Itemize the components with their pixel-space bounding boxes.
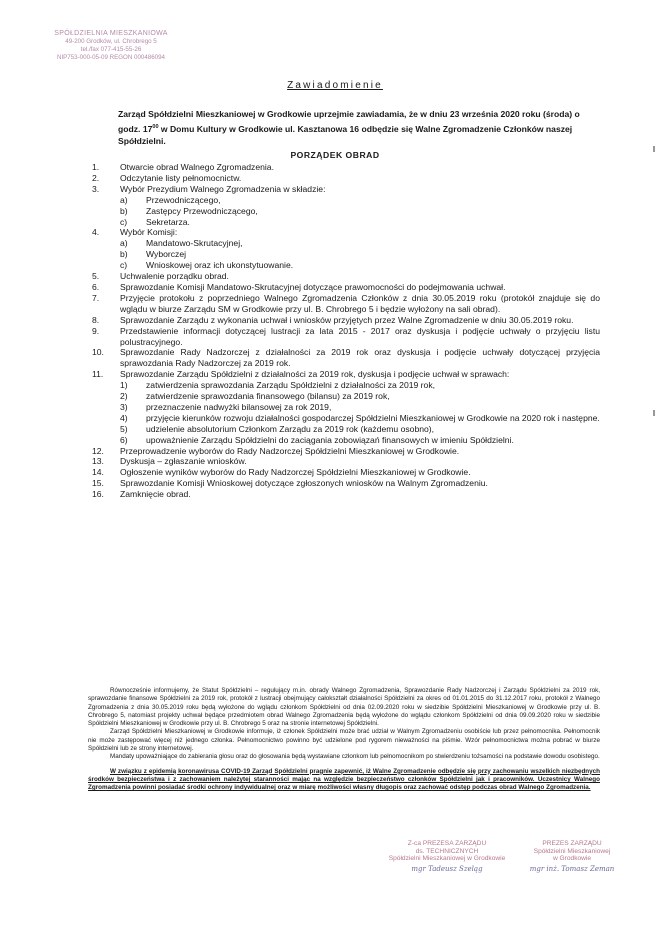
agenda-item-text: Odczytanie listy pełnomocnictw.: [120, 172, 242, 183]
agenda-subitem-marker: 1): [120, 380, 128, 391]
agenda-item-text: Sprawozdanie Zarządu z wykonania uchwał i wniosków przyjętych przez Walne Zgromadzenie w dniu 30.05.2019 roku.: [120, 314, 574, 325]
signature-sub: ds. TECHNICZNYCH: [415, 847, 479, 855]
agenda-subitem: [92, 206, 600, 217]
lead-text-2: w Domu Kultury w Grodkowie ul. Kasztanowa 16 odbędzie się Walne Zgromadzenie Członków naszej Spółdzielni.: [118, 123, 573, 146]
signature-sub: Spółdzielni Mieszkaniowej: [533, 847, 611, 855]
signature-role: Z-ca PREZESA ZARZĄDU: [407, 840, 487, 847]
note-paragraph: Równocześnie informujemy, że Statut Spółdzielni – regulujący m.in. obrady Walnego Zgromadzenia, Sprawozdanie Rady Nadzorczej i Zarządu Spółdzielni za 2019 rok, sprawozdanie finansowe Spółdzielni za 2019 rok, protokół z lustracji obejmujący całokształt działalności Spółdzielni za okres od 01.01.2015 do 31.12.2017 roku, protokół z Walnego Zgromadzenia z dnia 30.05.2019 roku będą wyłożone do wglądu członkom Spółdzielni od dnia 02.09.2020 roku w siedzibie Spółdzielni Mieszkaniowej w Grodkowie przy ul. B. Chrobrego 5, natomiast projekty uchwał będące przedmiotem obrad Walnego Zgromadzenia będą wyłożone do wglądu członkom Spółdzielni od dnia 09.09.2020 roku w siedzibie Spółdzielni Mieszkaniowej w Grodkowie przy ul. B. Chrobrego 5 oraz na stronie internetowej Spółdzielni.: [88, 687, 600, 728]
agenda-title: PORZĄDEK OBRAD: [290, 150, 380, 160]
agenda-item-text: Przyjęcie protokołu z poprzedniego Walnego Zgromadzenia Członków z dnia 30.05.2019 roku (protokół znajduje się do wglądu w biurze Zarządu SM w Grodkowie przy ul. B. Chrobrego 5 i będzie wyłożony na sali obrad).: [120, 292, 600, 314]
agenda-item-text: Mandatowo-Skrutacyjnej,: [146, 238, 243, 249]
agenda-subitem-marker: b): [120, 249, 128, 260]
agenda-subitem-marker: 2): [120, 391, 128, 402]
agenda-item-number: 12.: [92, 445, 104, 456]
agenda-item-number: 2.: [92, 172, 100, 183]
agenda-item: [92, 489, 600, 500]
signature-president: [502, 840, 642, 873]
notes-section: [88, 687, 600, 793]
agenda-item-text: Sprawozdanie Komisji Wnioskowej dotyczące zgłoszonych wniosków na Walnym Zgromadzeniu.: [120, 478, 488, 489]
agenda-item: [92, 347, 600, 369]
agenda-item-text: Zastępcy Przewodniczącego,: [146, 205, 258, 216]
agenda-item: [92, 271, 600, 282]
signature-org: Spółdzielni Mieszkaniowej w Grodkowie: [388, 855, 506, 863]
agenda-item-number: 4.: [92, 227, 100, 238]
agenda-subitem-marker: 5): [120, 423, 128, 434]
agenda-subitem: [92, 402, 600, 413]
agenda-list: [92, 162, 600, 500]
agenda-item-text: Otwarcie obrad Walnego Zgromadzenia.: [120, 162, 274, 172]
agenda-subitem: [92, 217, 600, 228]
agenda-item-number: 7.: [92, 292, 100, 303]
agenda-item-text: przeznaczenie nadwyżki bilansowej za rok 2019,: [146, 401, 332, 412]
agenda-item-text: Wybór Prezydium Walnego Zgromadzenia w składzie:: [120, 183, 326, 194]
agenda-item: [92, 184, 600, 195]
agenda-item-text: Sekretarza.: [146, 216, 190, 227]
scan-mark: [653, 410, 655, 416]
agenda-item-number: 3.: [92, 183, 100, 194]
agenda-subitem-marker: b): [120, 205, 128, 216]
agenda-item-number: 5.: [92, 271, 100, 282]
agenda-item-number: 6.: [92, 281, 100, 292]
agenda-subitem-marker: c): [120, 260, 128, 271]
agenda-item-number: 14.: [92, 467, 104, 478]
agenda-item-text: Wybór Komisji:: [120, 227, 178, 238]
agenda-item-text: udzielenie absolutorium Członkom Zarządu za 2019 rok (każdemu osobno),: [146, 423, 435, 434]
agenda-item: [92, 369, 600, 380]
agenda-item-text: Przeprowadzenie wyborów do Rady Nadzorczej Spółdzielni Mieszkaniowej w Grodkowie.: [120, 445, 460, 456]
agenda-item-number: 15.: [92, 478, 104, 489]
agenda-item-number: 8.: [92, 314, 100, 325]
agenda-item: [92, 162, 600, 173]
agenda-item: [92, 293, 600, 315]
lead-text-1: Zarząd Spółdzielni Mieszkaniowej w Grodkowie uprzejmie zawiadamia, że w dniu 23 września 2020 roku (środa) o godz. 17: [118, 109, 580, 134]
agenda-item-number: 11.: [92, 369, 104, 380]
agenda-subitem: [92, 380, 600, 391]
agenda-item-text: Dyskusja – zgłaszanie wniosków.: [120, 456, 247, 467]
agenda-subitem: [92, 260, 600, 271]
agenda-item-number: 1.: [92, 162, 100, 172]
agenda-item-text: Uchwalenie porządku obrad.: [120, 271, 229, 282]
signature-name: mgr Tadeusz Szeląg: [411, 864, 483, 873]
agenda-subitem: [92, 413, 600, 424]
lead-time-sup: 00: [152, 123, 159, 130]
agenda-subitem-marker: c): [120, 216, 128, 227]
agenda-subitem: [92, 391, 600, 402]
agenda-subitem-marker: a): [120, 238, 128, 249]
agenda-item: [92, 282, 600, 293]
signature-vice-president: [372, 840, 522, 873]
stamp-line: NIP753-000-05-09 REGON 000486094: [56, 54, 165, 61]
agenda-item: [92, 446, 600, 457]
signature-org: w Grodkowie: [552, 855, 592, 863]
agenda-item-number: 16.: [92, 489, 104, 500]
agenda-item-text: przyjęcie kierunków rozwoju działalności gospodarczej Spółdzielni Mieszkaniowej w Grodkowie na 2020 rok i następne.: [146, 412, 600, 423]
agenda-item-text: Sprawozdanie Rady Nadzorczej z działalności za 2019 rok oraz dyskusja i podjęcie uchwały dotyczącej przyjęcia sprawozdania Rady Nadzorczej za 2019 rok.: [120, 347, 600, 369]
scan-mark: [653, 146, 655, 152]
note-paragraph: W związku z epidemią koronawirusa COVID-19 Zarząd Spółdzielni pragnie zapewnić, iż Walne Zgromadzenie odbędzie się przy zachowaniu wszelkich niezbędnych środków bezpieczeństwa i z zachowaniem należytej staranności mając na względzie bezpieczeństwo członków Spółdzielni jak i pracowników. Uczestnicy Walnego Zgromadzenia powinni posiadać środki ochrony indywidualnej oraz w miarę możliwości własny długopis oraz zachować odstęp podczas obrad Walnego Zgromadzenia.: [88, 767, 600, 792]
agenda-item-number: 13.: [92, 456, 104, 467]
lead-paragraph: [118, 108, 598, 147]
agenda-item: [92, 456, 600, 467]
agenda-item-text: zatwierdzenia sprawozdania Zarządu Spółdzielni z działalności za 2019 rok,: [146, 380, 436, 391]
agenda-item-text: Wnioskowej oraz ich ukonstytuowanie.: [146, 260, 294, 271]
note-paragraph: Mandaty upoważniające do zabierania głosu oraz do głosowania będą wystawiane członkom lub pełnomocnikom po stwierdzeniu tożsamości na podstawie dowodu osobistego.: [110, 753, 600, 761]
agenda-item-text: Przewodniczącego,: [146, 194, 221, 205]
agenda-item: [92, 478, 600, 489]
document-title: Zawiadomienie: [287, 80, 383, 91]
note-paragraph: Zarząd Spółdzielni Mieszkaniowej w Grodkowie informuje, iż członek Spółdzielni może brać udział w Walnym Zgromadzeniu osobiście lub przez pełnomocnika. Pełnomocnik nie może zastępować więcej niż jednego członka. Pełnomocnictwo powinno być udzielone pod rygorem nieważności na piśmie. Wzór pełnomocnictwa można pobrać w biurze Spółdzielni lub ze strony internetowej.: [88, 728, 600, 753]
agenda-item: [92, 315, 600, 326]
agenda-item-text: Zamknięcie obrad.: [120, 489, 191, 500]
agenda-subitem-marker: 3): [120, 401, 128, 412]
agenda-subitem: [92, 424, 600, 435]
agenda-item: [92, 227, 600, 238]
agenda-item: [92, 467, 600, 478]
agenda-subitem-marker: 6): [120, 434, 128, 445]
agenda-subitem-marker: 4): [120, 412, 128, 423]
signature-role: PREZES ZARZĄDU: [542, 840, 602, 847]
agenda-item-text: Sprawozdanie Zarządu Spółdzielni z działalności za 2019 rok, dyskusja i podjęcie uchwał w sprawach:: [120, 369, 510, 380]
agenda-item: [92, 173, 600, 184]
agenda-subitem: [92, 195, 600, 206]
agenda-subitem: [92, 435, 600, 446]
agenda-subitem: [92, 249, 600, 260]
agenda-item-text: Sprawozdanie Komisji Mandatowo-Skrutacyjnej dotyczące prawomocności do podejmowania uchwał.: [120, 281, 506, 292]
agenda-item-text: Ogłoszenie wyników wyborów do Rady Nadzorczej Spółdzielni Mieszkaniowej w Grodkowie.: [120, 467, 471, 478]
stamp-line: 49-200 Grodków, ul. Chrobrego 5: [65, 38, 157, 45]
signature-name: mgr inż. Tomasz Zeman: [529, 864, 615, 873]
stamp-line: tel./fax 077-415-55-26: [80, 46, 142, 53]
agenda-item-number: 10.: [92, 347, 104, 358]
agenda-item: [92, 326, 600, 348]
agenda-subitem: [92, 238, 600, 249]
agenda-item-text: zatwierdzenie sprawozdania finansowego (bilansu) za 2019 rok,: [146, 391, 390, 402]
agenda-item-text: upoważnienie Zarządu Spółdzielni do zaciągania zobowiązań finansowych w imieniu Spółdzielni.: [146, 434, 514, 445]
agenda-item-number: 9.: [92, 325, 100, 336]
cooperative-stamp: [46, 30, 176, 62]
agenda-item-text: Wyborczej: [146, 249, 187, 260]
stamp-line: SPÓŁDZIELNIA MIESZKANIOWA: [54, 30, 168, 37]
agenda-item-text: Przedstawienie informacji dotyczącej lustracji za lata 2015 - 2017 oraz dyskusja i podjęcie uchwały o przyjęciu listu polustracyjnego.: [120, 325, 600, 347]
agenda-subitem-marker: a): [120, 194, 128, 205]
